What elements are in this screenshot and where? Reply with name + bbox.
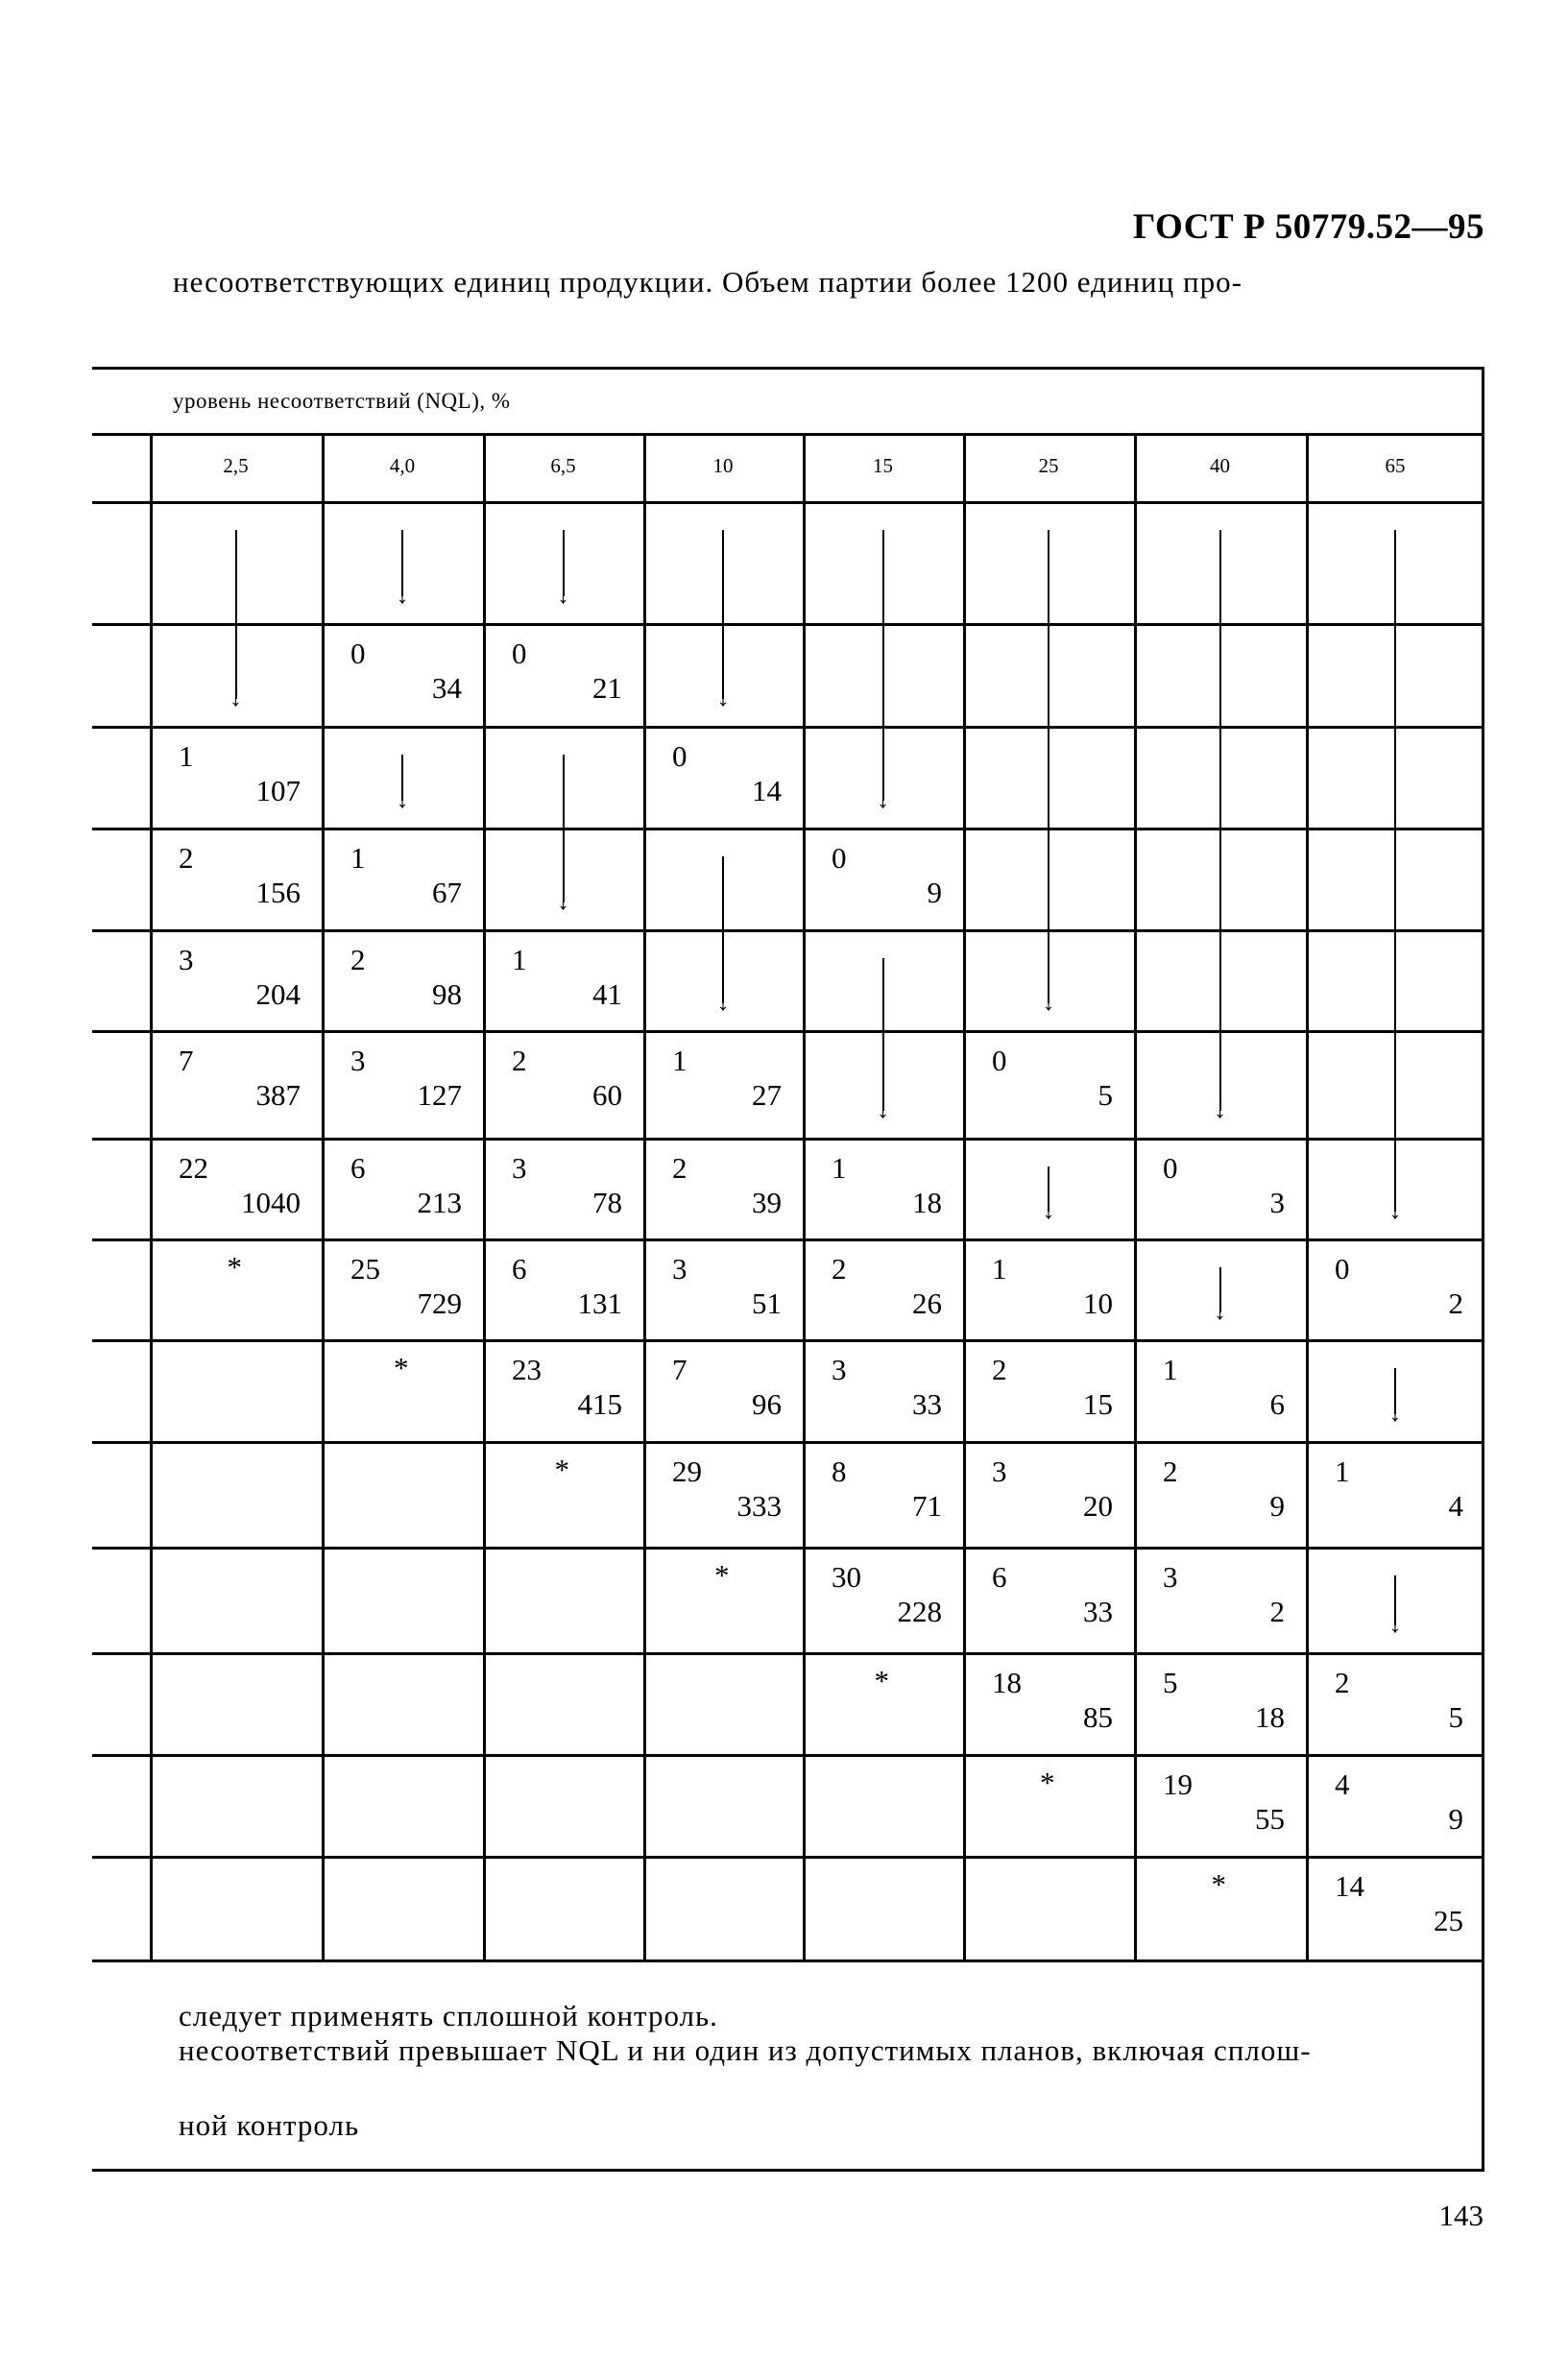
sample-size: 729 [417, 1286, 462, 1320]
row-rule [92, 1652, 1484, 1655]
row-rule [92, 1339, 1484, 1342]
full-inspection-marker: * [1211, 1867, 1226, 1901]
note-line-3: ной контроль [179, 2108, 360, 2142]
arrow-head: ↓ [557, 887, 569, 915]
sample-size: 15 [1083, 1387, 1113, 1421]
sample-size: 18 [912, 1186, 942, 1219]
note-line-1: следует применять сплошной контроль. [179, 1999, 718, 2032]
row-rule [92, 1959, 1484, 1962]
full-inspection-marker: * [874, 1664, 889, 1697]
sample-size: 4 [1448, 1489, 1463, 1523]
row-rule [92, 1441, 1484, 1444]
arrow-down-icon [388, 530, 417, 609]
sample-size: 33 [912, 1387, 942, 1421]
column-header: 65 [1385, 454, 1406, 477]
acceptance-number: 3 [350, 1044, 366, 1077]
arrow-down-icon [1206, 530, 1235, 1123]
arrow-head: ↓ [1388, 1196, 1402, 1224]
column-header: 40 [1210, 454, 1230, 477]
sample-size: 85 [1083, 1700, 1113, 1734]
arrow-shaft [882, 530, 884, 801]
arrow-head: ↓ [1214, 1297, 1226, 1325]
sample-size: 131 [577, 1286, 622, 1320]
acceptance-number: 1 [512, 943, 527, 976]
arrow-head: ↓ [1388, 1399, 1402, 1427]
sample-size: 41 [592, 977, 622, 1011]
acceptance-number: 2 [179, 841, 194, 875]
arrow-down-icon [1381, 530, 1410, 1224]
arrow-shaft [722, 530, 724, 699]
sample-size: 213 [417, 1186, 462, 1219]
sample-size: 39 [752, 1186, 782, 1219]
acceptance-number: 3 [672, 1252, 688, 1286]
arrow-down-icon [1381, 1368, 1410, 1427]
sample-size: 21 [592, 671, 622, 705]
full-inspection-marker: * [714, 1558, 730, 1592]
sample-size: 2 [1269, 1595, 1285, 1628]
acceptance-number: 1 [992, 1252, 1007, 1286]
acceptance-number: 3 [512, 1151, 527, 1185]
acceptance-number: 2 [832, 1252, 847, 1286]
sample-size: 2 [1448, 1286, 1463, 1320]
full-inspection-marker: * [394, 1351, 409, 1384]
column-header: 6,5 [550, 454, 576, 477]
sample-size: 3 [1269, 1186, 1285, 1219]
row-rule [92, 623, 1484, 626]
acceptance-number: 5 [1163, 1666, 1178, 1699]
arrow-down-icon [549, 530, 578, 609]
sample-size: 51 [752, 1286, 782, 1320]
acceptance-number: 6 [992, 1560, 1007, 1594]
sample-size: 9 [927, 876, 942, 909]
acceptance-number: 4 [1335, 1767, 1350, 1801]
acceptance-number: 22 [179, 1151, 208, 1185]
arrow-shaft [722, 856, 724, 1003]
acceptance-number: 1 [350, 841, 366, 875]
table-frame [92, 367, 1484, 2172]
arrow-head: ↓ [716, 684, 730, 711]
arrow-shaft [1048, 530, 1049, 1003]
sample-size: 71 [912, 1489, 942, 1523]
full-inspection-marker: * [554, 1453, 569, 1486]
acceptance-number: 1 [1163, 1353, 1178, 1386]
sample-size: 127 [417, 1078, 462, 1112]
acceptance-number: 0 [1335, 1252, 1350, 1286]
document-header: ГОСТ Р 50779.52—95 [1132, 207, 1484, 247]
acceptance-number: 2 [512, 1044, 527, 1077]
sample-size: 60 [592, 1078, 622, 1112]
arrow-down-icon [388, 755, 417, 813]
sample-size: 1040 [241, 1186, 301, 1219]
sample-size: 333 [736, 1489, 782, 1523]
arrow-head: ↓ [229, 684, 242, 711]
arrow-head: ↓ [1388, 1610, 1402, 1638]
arrow-down-icon [709, 856, 737, 1016]
table-caption: уровень несоответствий (NQL), % [173, 389, 511, 413]
row-rule [92, 1547, 1484, 1550]
acceptance-number: 0 [672, 739, 688, 773]
page-number: 143 [1438, 2199, 1484, 2232]
acceptance-number: 1 [832, 1151, 847, 1185]
row-rule [92, 1030, 1484, 1033]
sample-size: 9 [1448, 1802, 1463, 1836]
arrow-shaft [1219, 530, 1221, 1111]
sample-size: 9 [1269, 1489, 1285, 1523]
row-rule [92, 929, 1484, 932]
acceptance-number: 1 [1335, 1454, 1350, 1488]
acceptance-number: 0 [992, 1044, 1007, 1077]
sample-size: 26 [912, 1286, 942, 1320]
sample-size: 27 [752, 1078, 782, 1112]
arrow-head: ↓ [396, 581, 409, 609]
acceptance-number: 7 [672, 1353, 688, 1386]
sample-size: 14 [752, 774, 782, 807]
row-rule [92, 1754, 1484, 1757]
full-inspection-marker: * [227, 1250, 242, 1284]
sample-size: 204 [255, 977, 301, 1011]
column-header: 15 [873, 454, 893, 477]
arrow-shaft [1394, 530, 1396, 1212]
sample-size: 96 [752, 1387, 782, 1421]
acceptance-number: 18 [992, 1666, 1022, 1699]
row-rule [92, 1238, 1484, 1241]
sample-size: 98 [432, 977, 462, 1011]
arrow-down-icon [709, 530, 737, 711]
acceptance-number: 14 [1335, 1869, 1364, 1903]
column-header: 2,5 [223, 454, 249, 477]
header-rule [92, 433, 1484, 436]
acceptance-number: 23 [512, 1353, 542, 1386]
acceptance-number: 1 [672, 1044, 688, 1077]
arrow-head: ↓ [1214, 1095, 1226, 1123]
acceptance-number: 2 [1163, 1454, 1178, 1488]
arrow-head: ↓ [877, 785, 889, 813]
sample-size: 415 [577, 1387, 622, 1421]
sample-size: 6 [1269, 1387, 1285, 1421]
sample-size: 25 [1434, 1904, 1463, 1937]
sample-size: 34 [432, 671, 462, 705]
acceptance-number: 1 [179, 739, 194, 773]
arrow-shaft [882, 958, 884, 1111]
full-inspection-marker: * [1040, 1766, 1055, 1799]
acceptance-number: 2 [672, 1151, 688, 1185]
acceptance-number: 3 [832, 1353, 847, 1386]
acceptance-number: 19 [1163, 1767, 1193, 1801]
sample-size: 387 [255, 1078, 301, 1112]
note-line-2: несоответствий превышает NQL и ни один из допустимых планов, включая сплош- [179, 2033, 1312, 2067]
acceptance-number: 6 [350, 1151, 366, 1185]
acceptance-number: 8 [832, 1454, 847, 1488]
arrow-down-icon [549, 755, 578, 915]
acceptance-number: 6 [512, 1252, 527, 1286]
sample-size: 55 [1255, 1802, 1285, 1836]
acceptance-number: 3 [992, 1454, 1007, 1488]
acceptance-number: 0 [1163, 1151, 1178, 1185]
arrow-head: ↓ [1042, 988, 1055, 1016]
sample-size: 20 [1083, 1489, 1113, 1523]
arrow-down-icon [869, 530, 898, 813]
acceptance-number: 7 [179, 1044, 194, 1077]
acceptance-number: 30 [832, 1560, 861, 1594]
arrow-down-icon [222, 530, 251, 711]
sample-size: 156 [255, 876, 301, 909]
arrow-down-icon [869, 958, 898, 1123]
arrow-down-icon [1381, 1575, 1410, 1638]
column-header: 4,0 [389, 454, 416, 477]
arrow-head: ↓ [1042, 1196, 1055, 1224]
arrow-shaft [235, 530, 237, 699]
sample-size: 10 [1083, 1286, 1113, 1320]
row-rule [92, 1138, 1484, 1141]
arrow-down-icon [1206, 1267, 1235, 1325]
row-rule [92, 726, 1484, 729]
sample-size: 18 [1255, 1700, 1285, 1734]
sample-size: 33 [1083, 1595, 1113, 1628]
arrow-head: ↓ [396, 785, 409, 813]
arrow-down-icon [1034, 1166, 1063, 1224]
arrow-head: ↓ [557, 581, 569, 609]
arrow-head: ↓ [716, 988, 730, 1016]
row-rule [92, 501, 1484, 504]
acceptance-number: 0 [832, 841, 847, 875]
acceptance-number: 29 [672, 1454, 702, 1488]
acceptance-number: 2 [1335, 1666, 1350, 1699]
acceptance-number: 2 [350, 943, 366, 976]
acceptance-number: 3 [179, 943, 194, 976]
arrow-head: ↓ [877, 1095, 889, 1123]
sample-size: 67 [432, 876, 462, 909]
acceptance-number: 0 [512, 637, 527, 670]
sample-size: 228 [897, 1595, 942, 1628]
column-header: 10 [712, 454, 734, 477]
acceptance-number: 25 [350, 1252, 380, 1286]
arrow-down-icon [1034, 530, 1063, 1016]
column-header: 25 [1038, 454, 1059, 477]
row-rule [92, 828, 1484, 830]
acceptance-number: 3 [1163, 1560, 1178, 1594]
acceptance-number: 2 [992, 1353, 1007, 1386]
arrow-shaft [563, 755, 565, 902]
row-rule [92, 1856, 1484, 1859]
intro-text: несоответствующих единиц продукции. Объем партии более 1200 единиц про- [173, 265, 1242, 299]
acceptance-number: 0 [350, 637, 366, 670]
sample-size: 5 [1098, 1078, 1113, 1112]
sample-size: 107 [255, 774, 301, 807]
sample-size: 5 [1448, 1700, 1463, 1734]
sample-size: 78 [592, 1186, 622, 1219]
